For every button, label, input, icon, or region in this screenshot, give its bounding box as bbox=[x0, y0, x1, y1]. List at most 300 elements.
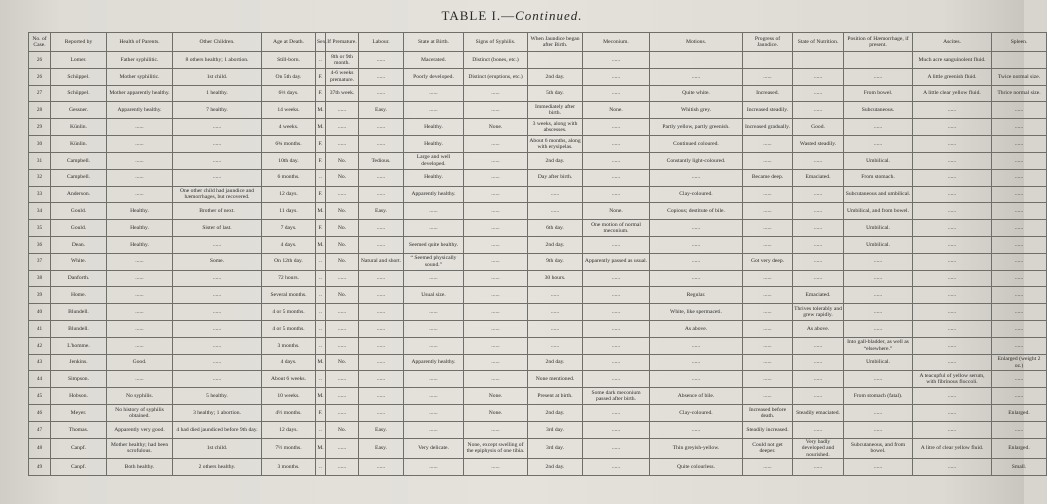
table-cell: ...... bbox=[326, 438, 359, 458]
table-cell: Schüppel. bbox=[51, 85, 107, 102]
table-cell: No. bbox=[326, 203, 359, 220]
table-cell: ...... bbox=[464, 287, 528, 304]
column-header: If Premature. bbox=[326, 33, 359, 52]
table-cell: Seemed quite healthy. bbox=[404, 236, 464, 253]
table-cell: ...... bbox=[359, 236, 404, 253]
table-cell: ...... bbox=[743, 337, 793, 354]
table-cell: 3 healthy; 1 abortion. bbox=[173, 405, 262, 422]
table-title-main: TABLE I.— bbox=[441, 8, 516, 23]
table-cell: ...... bbox=[404, 388, 464, 405]
table-cell: Lomer. bbox=[51, 52, 107, 69]
table-cell: 4 days. bbox=[262, 236, 316, 253]
table-row bbox=[29, 85, 1047, 102]
table-cell: ...... bbox=[464, 337, 528, 354]
table-cell: ...... bbox=[173, 321, 262, 338]
table-cell: Mother syphilitic. bbox=[107, 68, 173, 85]
table-cell: ...... bbox=[992, 421, 1047, 438]
table-cell: ...... bbox=[793, 337, 844, 354]
table-cell: Jenkins. bbox=[51, 354, 107, 371]
table-cell: Simpson. bbox=[51, 371, 107, 388]
table-cell: ...... bbox=[743, 186, 793, 203]
table-cell: ...... bbox=[326, 388, 359, 405]
table-cell: ...... bbox=[173, 236, 262, 253]
table-cell: ...... bbox=[359, 287, 404, 304]
table-cell: ...... bbox=[913, 337, 992, 354]
table-cell: ...... bbox=[844, 421, 913, 438]
table-cell: Small. bbox=[992, 459, 1047, 476]
column-header: Progress of Jaundice. bbox=[743, 33, 793, 52]
table-cell: ...... bbox=[913, 354, 992, 371]
table-cell: ...... bbox=[650, 270, 743, 287]
case-number-cell: 33 bbox=[29, 186, 51, 203]
table-cell: ...... bbox=[913, 304, 992, 321]
table-cell: 6⅓ days. bbox=[262, 85, 316, 102]
table-cell: ...... bbox=[464, 102, 528, 119]
table-cell: ...... bbox=[844, 371, 913, 388]
table-cell: 7 days. bbox=[262, 220, 316, 237]
table-cell: ...... bbox=[326, 304, 359, 321]
table-cell: ...... bbox=[650, 236, 743, 253]
table-cell: White. bbox=[51, 253, 107, 270]
case-number-cell: 28 bbox=[29, 102, 51, 119]
table-cell: ...... bbox=[464, 253, 528, 270]
table-cell: Continued coloured. bbox=[650, 136, 743, 153]
table-cell: Easy. bbox=[359, 102, 404, 119]
table-cell: ...... bbox=[913, 236, 992, 253]
table-cell: ...... bbox=[528, 186, 583, 203]
table-cell: On 12th day. bbox=[262, 253, 316, 270]
table-cell: ...... bbox=[992, 220, 1047, 237]
table-cell: ...... bbox=[326, 102, 359, 119]
table-cell: ...... bbox=[173, 304, 262, 321]
table-cell: ...... bbox=[793, 68, 844, 85]
table-row bbox=[29, 220, 1047, 237]
table-cell: On 5th day. bbox=[262, 68, 316, 85]
table-cell: ...... bbox=[583, 337, 650, 354]
table-cell: White, like spermaceti. bbox=[650, 304, 743, 321]
table-cell: ...... bbox=[844, 136, 913, 153]
table-cell: .. bbox=[316, 169, 326, 186]
case-number-cell: 27 bbox=[29, 85, 51, 102]
table-cell: ...... bbox=[528, 304, 583, 321]
table-cell: 6¾ months. bbox=[262, 136, 316, 153]
table-cell: Danforth. bbox=[51, 270, 107, 287]
table-cell: 4 days. bbox=[262, 354, 316, 371]
table-cell: 6 months. bbox=[262, 169, 316, 186]
table-cell: ...... bbox=[992, 388, 1047, 405]
table-row bbox=[29, 421, 1047, 438]
table-cell: 12 days. bbox=[262, 186, 316, 203]
table-cell: ...... bbox=[326, 270, 359, 287]
table-cell: Enlarged (weight 2 oz.) bbox=[992, 354, 1047, 371]
table-cell: ...... bbox=[404, 102, 464, 119]
table-cell: As above. bbox=[650, 321, 743, 338]
table-cell: 4½ months. bbox=[262, 405, 316, 422]
table-cell: ...... bbox=[173, 152, 262, 169]
table-cell: ...... bbox=[992, 337, 1047, 354]
case-number-cell: 46 bbox=[29, 405, 51, 422]
case-number-cell: 35 bbox=[29, 220, 51, 237]
table-cell: ...... bbox=[326, 371, 359, 388]
column-header: Motions. bbox=[650, 33, 743, 52]
table-cell: ...... bbox=[359, 371, 404, 388]
table-cell: ...... bbox=[464, 371, 528, 388]
table-cell: Apparently very good. bbox=[107, 421, 173, 438]
table-cell: A teacupful of yellow serum, with fibrinous floccoli. bbox=[913, 371, 992, 388]
table-cell: ...... bbox=[844, 270, 913, 287]
table-cell: ...... bbox=[359, 304, 404, 321]
column-header: Labour. bbox=[359, 33, 404, 52]
table-cell: Became deep. bbox=[743, 169, 793, 186]
table-cell: 30 hours. bbox=[528, 270, 583, 287]
table-cell: ...... bbox=[464, 85, 528, 102]
table-cell: ...... bbox=[650, 169, 743, 186]
table-cell: ...... bbox=[583, 85, 650, 102]
table-cell: ...... bbox=[743, 152, 793, 169]
table-cell: .. bbox=[316, 287, 326, 304]
table-cell: ...... bbox=[326, 405, 359, 422]
table-cell: .. bbox=[316, 52, 326, 69]
table-row bbox=[29, 253, 1047, 270]
table-title bbox=[0, 8, 1024, 24]
table-cell: 3 weeks, along with abscesses. bbox=[528, 119, 583, 136]
table-row bbox=[29, 354, 1047, 371]
table-cell: .. bbox=[316, 337, 326, 354]
table-cell: Distinct (bones, etc.) bbox=[464, 52, 528, 69]
table-cell: ...... bbox=[793, 186, 844, 203]
table-cell: Subcutaneous, and from bowel. bbox=[844, 438, 913, 458]
table-cell: 1 healthy. bbox=[173, 85, 262, 102]
table-cell: ...... bbox=[404, 270, 464, 287]
table-cell: 10th day. bbox=[262, 152, 316, 169]
table-cell: ...... bbox=[464, 236, 528, 253]
table-cell: 11 days. bbox=[262, 203, 316, 220]
column-header: No. of Case. bbox=[29, 33, 51, 52]
table-cell: ...... bbox=[107, 136, 173, 153]
table-cell: 2nd day. bbox=[528, 405, 583, 422]
table-cell: ...... bbox=[404, 321, 464, 338]
table-cell: Still-born. bbox=[262, 52, 316, 69]
table-cell: Clay-coloured. bbox=[650, 405, 743, 422]
table-cell: ...... bbox=[173, 169, 262, 186]
table-cell: ...... bbox=[583, 459, 650, 476]
table-cell: ...... bbox=[404, 337, 464, 354]
table-cell: ...... bbox=[844, 321, 913, 338]
table-cell: ...... bbox=[359, 52, 404, 69]
table-cell: Increased steadily. bbox=[743, 102, 793, 119]
table-cell: 2nd day. bbox=[528, 68, 583, 85]
table-cell: Constantly light-coloured. bbox=[650, 152, 743, 169]
table-cell: ...... bbox=[326, 136, 359, 153]
table-cell: M. bbox=[316, 388, 326, 405]
case-number-cell: 43 bbox=[29, 354, 51, 371]
table-cell: ...... bbox=[359, 169, 404, 186]
table-row bbox=[29, 236, 1047, 253]
table-cell: Campbell. bbox=[51, 152, 107, 169]
table-cell: A little greenish fluid. bbox=[913, 68, 992, 85]
table-cell: ...... bbox=[173, 119, 262, 136]
table-cell: M. bbox=[316, 236, 326, 253]
table-cell: Healthy. bbox=[107, 220, 173, 237]
table-cell: 3 months. bbox=[262, 459, 316, 476]
table-cell: ...... bbox=[173, 354, 262, 371]
table-cell: 4 or 5 months. bbox=[262, 321, 316, 338]
table-cell: 14 weeks. bbox=[262, 102, 316, 119]
table-cell: ...... bbox=[913, 186, 992, 203]
table-cell: Umbilical, and from bowel. bbox=[844, 203, 913, 220]
table-cell: Blundell. bbox=[51, 321, 107, 338]
table-cell: About 6 weeks. bbox=[262, 371, 316, 388]
table-cell: M. bbox=[316, 203, 326, 220]
table-cell: ...... bbox=[107, 253, 173, 270]
table-cell: ...... bbox=[326, 321, 359, 338]
table-cell: Emaciated. bbox=[793, 169, 844, 186]
case-number-cell: 47 bbox=[29, 421, 51, 438]
table-cell: ...... bbox=[359, 270, 404, 287]
table-cell: Twice normal size. bbox=[992, 68, 1047, 85]
case-number-cell: 32 bbox=[29, 169, 51, 186]
table-cell: 8 others healthy; 1 abortion. bbox=[173, 52, 262, 69]
case-number-cell: 44 bbox=[29, 371, 51, 388]
table-cell: Meyer. bbox=[51, 405, 107, 422]
table-cell: Father syphilitic. bbox=[107, 52, 173, 69]
table-row bbox=[29, 68, 1047, 85]
table-cell: M. bbox=[316, 354, 326, 371]
table-cell: ...... bbox=[844, 304, 913, 321]
table-cell: Good. bbox=[793, 119, 844, 136]
table-cell: None. bbox=[464, 405, 528, 422]
table-cell: ...... bbox=[992, 152, 1047, 169]
table-cell: No. bbox=[326, 354, 359, 371]
table-cell: 10 weeks. bbox=[262, 388, 316, 405]
table-cell: Umbilical. bbox=[844, 152, 913, 169]
table-cell: ...... bbox=[743, 388, 793, 405]
table-cell: ...... bbox=[359, 388, 404, 405]
table-cell: Steadily emaciated. bbox=[793, 405, 844, 422]
table-cell: ...... bbox=[913, 136, 992, 153]
table-cell: ...... bbox=[913, 405, 992, 422]
table-cell: Enlarged. bbox=[992, 405, 1047, 422]
table-cell: ...... bbox=[404, 304, 464, 321]
table-cell: ...... bbox=[650, 68, 743, 85]
table-cell: ...... bbox=[464, 321, 528, 338]
table-cell: ...... bbox=[583, 421, 650, 438]
table-cell: Apparently passed as usual. bbox=[583, 253, 650, 270]
table-cell: ...... bbox=[793, 152, 844, 169]
table-cell: ...... bbox=[743, 136, 793, 153]
table-cell: Enlarged. bbox=[992, 438, 1047, 458]
table-row bbox=[29, 405, 1047, 422]
table-cell: ...... bbox=[992, 270, 1047, 287]
table-cell: Brother of next. bbox=[173, 203, 262, 220]
table-cell: ...... bbox=[464, 152, 528, 169]
case-number-cell: 37 bbox=[29, 253, 51, 270]
table-row bbox=[29, 152, 1047, 169]
table-cell: ...... bbox=[528, 203, 583, 220]
case-number-cell: 31 bbox=[29, 152, 51, 169]
table-cell: ...... bbox=[743, 304, 793, 321]
table-cell: ...... bbox=[793, 220, 844, 237]
table-cell: ...... bbox=[913, 270, 992, 287]
table-cell: Thrives tolerably and grew rapidly. bbox=[793, 304, 844, 321]
table-cell: Emaciated. bbox=[793, 287, 844, 304]
table-cell: Anderson. bbox=[51, 186, 107, 203]
column-header: State at Birth. bbox=[404, 33, 464, 52]
table-cell: ...... bbox=[583, 186, 650, 203]
table-cell: M. bbox=[316, 102, 326, 119]
table-cell: Natural and short. bbox=[359, 253, 404, 270]
table-cell: None. bbox=[464, 388, 528, 405]
table-cell: ...... bbox=[913, 459, 992, 476]
table-cell: 1st child. bbox=[173, 68, 262, 85]
table-cell: M. bbox=[316, 119, 326, 136]
table-cell: ...... bbox=[650, 220, 743, 237]
table-cell: M. bbox=[316, 438, 326, 458]
table-cell: ...... bbox=[464, 459, 528, 476]
table-cell: Large and well developed. bbox=[404, 152, 464, 169]
table-row bbox=[29, 321, 1047, 338]
table-cell: Blundell. bbox=[51, 304, 107, 321]
table-cell: Distinct (eruptions, etc.) bbox=[464, 68, 528, 85]
table-cell: Gould. bbox=[51, 203, 107, 220]
table-cell: ...... bbox=[464, 203, 528, 220]
table-cell: ...... bbox=[743, 236, 793, 253]
table-cell: 7 healthy. bbox=[173, 102, 262, 119]
table-cell: 1st child. bbox=[173, 438, 262, 458]
table-cell: Künlin. bbox=[51, 136, 107, 153]
table-row bbox=[29, 119, 1047, 136]
table-cell bbox=[743, 52, 793, 69]
table-cell: Wasted steadily. bbox=[793, 136, 844, 153]
table-cell: F. bbox=[316, 68, 326, 85]
table-cell: ...... bbox=[992, 102, 1047, 119]
table-cell: Healthy. bbox=[404, 136, 464, 153]
table-row bbox=[29, 304, 1047, 321]
table-cell: From bowel. bbox=[844, 85, 913, 102]
table-cell: 2nd day. bbox=[528, 236, 583, 253]
table-cell: None, except swelling of the epiphysis of one tibia. bbox=[464, 438, 528, 458]
case-table bbox=[28, 32, 1047, 476]
table-cell: 3rd day. bbox=[528, 438, 583, 458]
case-number-cell: 38 bbox=[29, 270, 51, 287]
table-cell: ...... bbox=[844, 405, 913, 422]
column-header: When Jaundice began after Birth. bbox=[528, 33, 583, 52]
table-cell: ...... bbox=[528, 337, 583, 354]
column-header: State of Nutrition. bbox=[793, 33, 844, 52]
table-cell: ...... bbox=[107, 270, 173, 287]
case-number-cell: 39 bbox=[29, 287, 51, 304]
table-cell: ...... bbox=[359, 220, 404, 237]
table-cell: ...... bbox=[743, 321, 793, 338]
column-header: Other Children. bbox=[173, 33, 262, 52]
table-cell: ...... bbox=[583, 304, 650, 321]
table-title-continued: Continued. bbox=[515, 8, 583, 23]
table-cell: ...... bbox=[326, 186, 359, 203]
table-cell bbox=[793, 52, 844, 69]
table-cell: Home. bbox=[51, 287, 107, 304]
table-cell: ...... bbox=[844, 253, 913, 270]
table-cell: ...... bbox=[464, 354, 528, 371]
table-cell: ...... bbox=[359, 186, 404, 203]
table-cell: Mother healthy; had been scrofulous. bbox=[107, 438, 173, 458]
table-row bbox=[29, 459, 1047, 476]
table-cell: From stomach (fatal). bbox=[844, 388, 913, 405]
table-cell: Canpf. bbox=[51, 438, 107, 458]
table-cell: F. bbox=[316, 405, 326, 422]
table-cell: ...... bbox=[107, 152, 173, 169]
table-cell bbox=[844, 52, 913, 69]
case-number-cell: 42 bbox=[29, 337, 51, 354]
table-cell: ...... bbox=[793, 102, 844, 119]
table-cell: ...... bbox=[528, 321, 583, 338]
table-cell: Easy. bbox=[359, 421, 404, 438]
table-cell: ...... bbox=[359, 68, 404, 85]
column-header: Position of Hæmorrhage, if present. bbox=[844, 33, 913, 52]
table-cell: Quite white. bbox=[650, 85, 743, 102]
table-cell: ...... bbox=[650, 421, 743, 438]
table-cell: ...... bbox=[464, 186, 528, 203]
table-cell: ...... bbox=[583, 270, 650, 287]
table-cell: .. bbox=[316, 421, 326, 438]
table-cell: ...... bbox=[583, 438, 650, 458]
table-cell: Both healthy. bbox=[107, 459, 173, 476]
table-cell: 9th day. bbox=[528, 253, 583, 270]
table-cell: .. bbox=[316, 459, 326, 476]
table-cell: ...... bbox=[743, 220, 793, 237]
table-cell: ...... bbox=[650, 253, 743, 270]
table-cell: 2nd day. bbox=[528, 152, 583, 169]
table-cell: Very delicate. bbox=[404, 438, 464, 458]
table-cell: ...... bbox=[404, 371, 464, 388]
table-cell: ...... bbox=[743, 203, 793, 220]
table-cell: ...... bbox=[650, 354, 743, 371]
table-cell: .. bbox=[316, 321, 326, 338]
table-cell: ...... bbox=[173, 287, 262, 304]
table-cell: Umbilical. bbox=[844, 220, 913, 237]
table-cell: ...... bbox=[992, 186, 1047, 203]
table-cell: Some dark meconium passed after birth. bbox=[583, 388, 650, 405]
table-cell bbox=[650, 52, 743, 69]
table-cell: ...... bbox=[464, 421, 528, 438]
table-cell: ...... bbox=[743, 371, 793, 388]
table-cell: ...... bbox=[107, 371, 173, 388]
table-cell: ...... bbox=[464, 270, 528, 287]
table-cell: Quite colourless. bbox=[650, 459, 743, 476]
table-cell: ...... bbox=[793, 85, 844, 102]
table-cell: .. bbox=[316, 371, 326, 388]
table-cell: ...... bbox=[583, 68, 650, 85]
table-cell: ...... bbox=[107, 287, 173, 304]
table-cell: 4 had died jaundiced before 9th day. bbox=[173, 421, 262, 438]
table-cell: ...... bbox=[326, 459, 359, 476]
table-cell: Whitish grey. bbox=[650, 102, 743, 119]
table-cell: ...... bbox=[404, 203, 464, 220]
table-cell: Künlin. bbox=[51, 119, 107, 136]
table-cell: ...... bbox=[992, 119, 1047, 136]
table-cell: About 6 months, along with erysipelas. bbox=[528, 136, 583, 153]
table-cell: ...... bbox=[583, 354, 650, 371]
table-cell: ...... bbox=[107, 119, 173, 136]
table-cell: Partly yellow, partly greenish. bbox=[650, 119, 743, 136]
table-cell: Some. bbox=[173, 253, 262, 270]
table-cell: Thrice normal size. bbox=[992, 85, 1047, 102]
table-cell: Poorly developed. bbox=[404, 68, 464, 85]
table-cell: Much acre sanguinolent fluid. bbox=[913, 52, 992, 69]
table-cell: Subcutaneous. bbox=[844, 102, 913, 119]
table-cell: No. bbox=[326, 236, 359, 253]
case-number-cell: 29 bbox=[29, 119, 51, 136]
column-header: Meconium. bbox=[583, 33, 650, 52]
